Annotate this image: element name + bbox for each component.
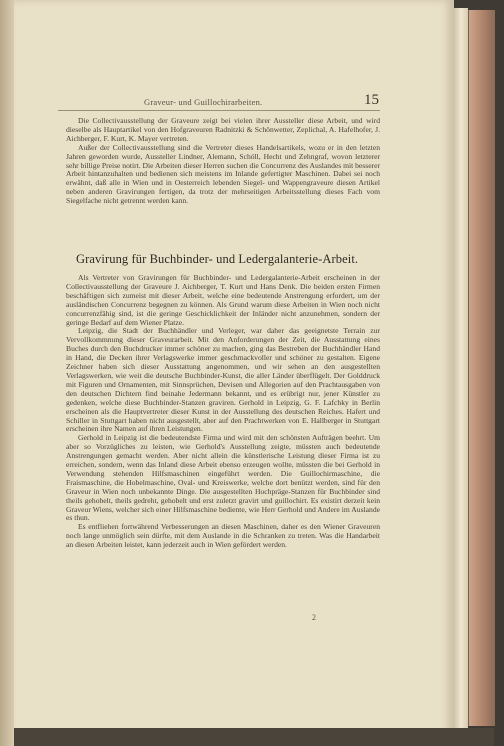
- paragraph: Als Vertreter von Gravirungen für Buchbinder- und Ledergalanterie-Arbeit erscheinen in der Collectivausstellung der Graveure J. Aichberger, T. Kurt und Hans Denk. Die beiden ersten Firmen beschäftigen sich zumeist mit dieser Arbeit, welche eine bedeutende Anstrengung erfordert, um der ausländischen Concurrenz begegnen zu können. Als Grund warum diese Arbeiten in Wien noch nicht concurrenzfähig sind, ist die geringe Geschicklichkeit der Inländer nicht anzunehmen, sondern der geringe Bedarf auf dem Wiener Platze.: [66, 273, 380, 327]
- paragraph: Es entfliehen fortwährend Verbesserungen an diesen Maschinen, daher es den Wiener Graveuren noch lange unmöglich sein dürfte, mit dem Auslande in die Schranken zu treten. Was die Handarbeit an diesen Arbeiten leistet, kann jederzeit auch in Wien gefördert werden.: [66, 522, 380, 550]
- paragraph: Gerhold in Leipzig ist die bedeutendste Firma und wird mit den schönsten Aufträgen beehrt. Um aber so Vorzügliches zu leisten, wie Gerhold's Ausstellung zeigte, müssten auch bedeutende Anstrengungen gemacht werden. Aber nicht allein die künstlerische Leistung dieser Firma ist zu erreichen, sondern, wenn das Inland diese Arbeit ebenso erzeugen wollte, müssten die bei Gerhold in Verwendung stehenden Hilfsmaschinen eingeführt werden. Die Guillochirmaschine, die Fraismaschine, die Hobelmaschine, Oval- und Kreiswerke, welche dort benützt werden, sind für den Graveur in Wien noch unbekannte Dinge. Die ausgestellten Hochpräge-Stanzen für Buchbinder sind theils gehobelt, theils gedreht, gehobelt und erst zuletzt gravirt und guillochirt. Es existirt derzeit kein Graveur Wiens, welcher sich einer Hilfsmaschine bediente, wie Herr Gerhold und Andere im Auslande es thun.: [66, 433, 380, 523]
- header-rule: [58, 110, 380, 111]
- section-two-text: [66, 274, 380, 550]
- book-cover-edge: [468, 10, 495, 726]
- previous-page-edge: [0, 0, 14, 746]
- page-number: 15: [364, 92, 379, 108]
- paragraph: Leipzig, die Stadt der Buchhändler und Verleger, war daher das geeignetste Terrain zur Vervollkommnung dieser Graveurarbeit. Mit den Anforderungen der Zeit, die Ausstattung eines Buches durch den Buchdrucker immer schöner zu machen, ging das Bestreben der Buchhändler Hand in Hand, die Decken ihrer Verlagswerke immer geschmackvoller und schöner zu gestalten. Eigene Zeichner haben sich dieser Ausstattung angenommen, und wir sehen an den ausgestellten Verlagswerken, wie weit die deutsche Buchbinder-Kunst, die aller Länder überflügelt. Der Golddruck mit Figuren und Ornamenten, mit Sinnsprüchen, Devisen und Allegorien auf den Prachtausgaben von den deutschen Dichtern find beinahe Jedermann bekannt, und es erübrigt nur, jener Künstler zu gedenken, welche diese Buchbinder-Stanzen graviren. Gerhold in Leipzig, G. F. Lafchky in Berlin erscheinen als die Hauptvertreter dieser Kunst in der Ausstellung des deutschen Reiches. Hafert und Schiller in Stuttgart haben nicht ausgestellt, aber auf den Prachtwerken von E. Hallberger in Stuttgart erscheinen ihre Namen auf ihren Leistungen.: [66, 326, 380, 434]
- running-title: Graveur- und Guillochirarbeiten.: [144, 97, 263, 107]
- signature-mark: 2: [312, 613, 316, 622]
- section-one-text: [66, 117, 380, 206]
- table-surface: [14, 728, 494, 746]
- paragraph: Die Collectivausstellung der Graveure zeigt bei vielen ihrer Aussteller diese Arbeit, und wird dieselbe als Hauptartikel von den Hofgraveuren Radnitzki & Schönwetter, Zeplichal, A. Hafelhofer, J. Aichberger, F. Kurt, K. Mayer vertreten.: [66, 116, 380, 143]
- page-stack-edge: [454, 8, 468, 728]
- paragraph: Außer der Collectivausstellung sind die Vertreter dieses Handelsartikels, wozu er in den letzten Jahren geworden wurde, Aussteller Lindner, Alemann, Schöll, Hecht und Zehngraf, wovon letzterer sehr billige Preise notirt. Die Arbeiten dieser Herren suchen die Concurrenz des Auslandes mit besserer Arbeit hintanzuhalten und bedienen sich meistens im Inlande gefertigter Maschinen. Dabei sei noch erwähnt, daß alle in Wien und in Oesterreich lebenden Siegel- und Wappengraveure diesen Artikel neben anderen Gravirungen fertigen, da trotz der mehrseitigen Arbeitsstellung dieses Fach vom Siegelfache nicht getrennt werden kann.: [66, 142, 380, 206]
- section-heading: Gravirung für Buchbinder- und Ledergalanterie-Arbeit.: [76, 252, 359, 266]
